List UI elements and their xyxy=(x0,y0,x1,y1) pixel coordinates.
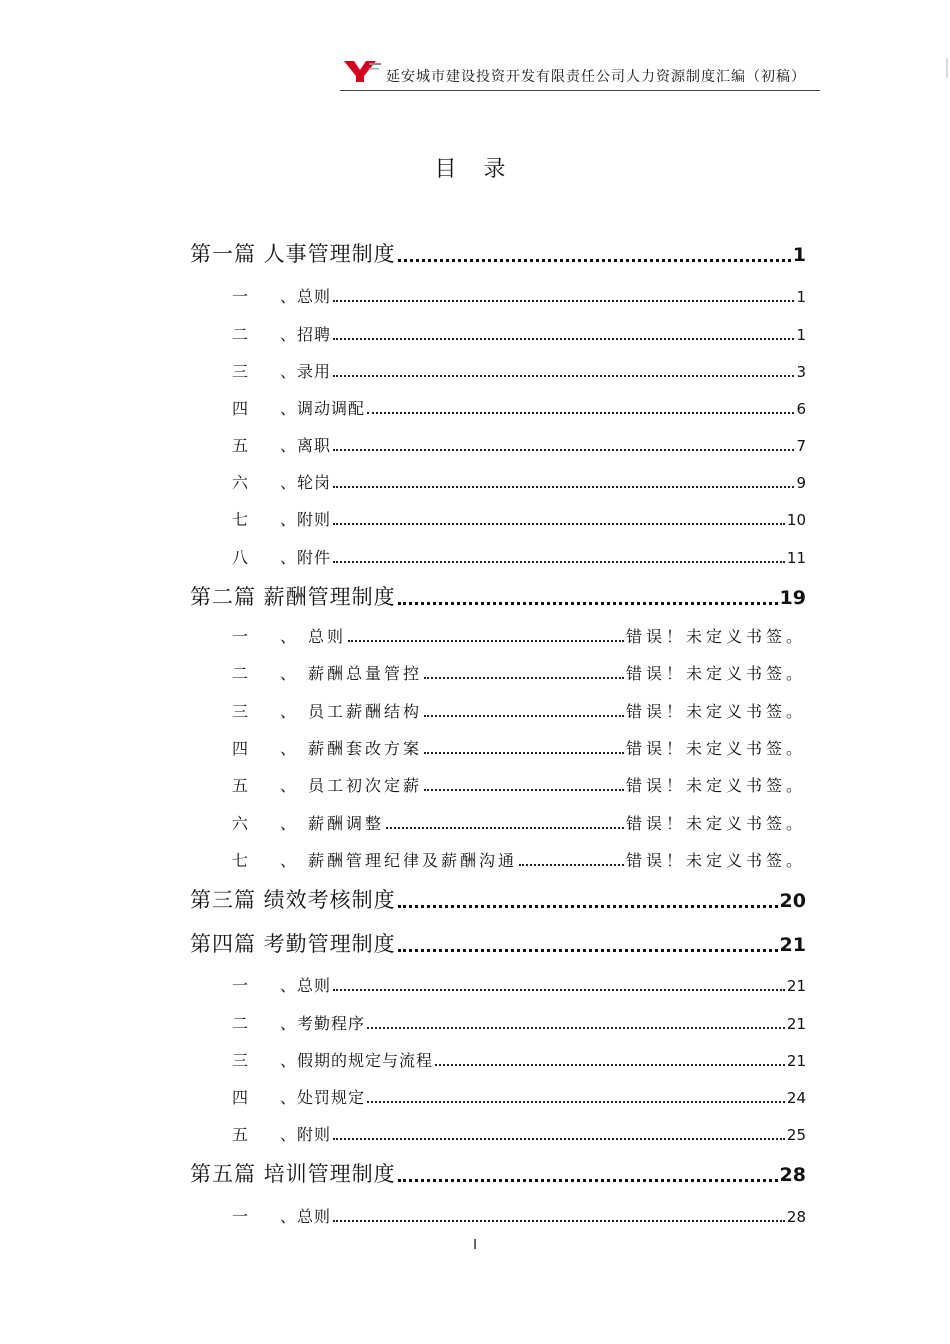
company-logo-icon xyxy=(342,58,382,84)
toc-section-entry[interactable] xyxy=(232,322,806,345)
header-title: 延安城市建设投资开发有限责任公司人力资源制度汇编（初稿） xyxy=(386,69,806,85)
page-header xyxy=(340,56,820,91)
toc-page-number: 25 xyxy=(786,1126,806,1144)
toc-section-number: 三 xyxy=(232,362,249,381)
toc-section-title: 、附件 xyxy=(280,548,332,567)
toc-section-separator: 、 xyxy=(280,851,297,870)
toc-section-separator: 、 xyxy=(280,814,297,833)
dot-leader xyxy=(367,412,794,414)
toc-title: 目 录 xyxy=(434,157,516,182)
page-number: I xyxy=(473,1238,477,1253)
toc-page-number: 7 xyxy=(796,437,806,455)
toc-part-entry[interactable] xyxy=(190,581,806,611)
toc-section-title: 员工初次定薪 xyxy=(308,776,423,795)
dot-leader xyxy=(333,1138,785,1140)
toc-section-number: 七 xyxy=(232,851,249,870)
toc-section-title: 、调动调配 xyxy=(280,399,366,418)
toc-page-number: 错误！未定义书签。 xyxy=(625,627,806,646)
toc-page-number: 错误！未定义书签。 xyxy=(625,776,806,795)
toc-section-separator: 、 xyxy=(280,664,297,683)
toc-page-number: 10 xyxy=(786,511,806,529)
toc-section-number: 一 xyxy=(232,976,249,995)
toc-section-title: 、假期的规定与流程 xyxy=(280,1051,434,1070)
toc-section-number: 四 xyxy=(232,739,249,758)
dot-leader xyxy=(367,1027,785,1029)
toc-section-entry[interactable] xyxy=(232,359,806,382)
toc-section-separator: 、 xyxy=(280,776,297,795)
toc-part-entry[interactable] xyxy=(190,884,806,914)
toc-page-number: 21 xyxy=(786,1052,806,1070)
toc-section-entry[interactable] xyxy=(232,470,806,493)
toc-section-entry[interactable] xyxy=(232,973,806,996)
toc-part-entry[interactable] xyxy=(190,1158,806,1188)
toc-section-entry[interactable] xyxy=(232,1011,806,1034)
toc-section-separator: 、 xyxy=(280,702,297,721)
toc-section-title: 薪酬总量管控 xyxy=(308,664,423,683)
toc-section-title: 、总则 xyxy=(280,287,332,306)
toc-page-number: 错误！未定义书签。 xyxy=(625,664,806,683)
dot-leader xyxy=(398,905,778,908)
dot-leader xyxy=(424,789,624,791)
toc-section-entry[interactable] xyxy=(232,284,806,307)
toc-section-number: 三 xyxy=(232,702,249,721)
dot-leader xyxy=(424,715,624,717)
toc-section-title: 薪酬套改方案 xyxy=(308,739,423,758)
dot-leader xyxy=(398,949,778,952)
toc-page-number: 6 xyxy=(796,400,806,418)
toc-section-entry[interactable] xyxy=(232,545,806,568)
toc-section-number: 三 xyxy=(232,1051,249,1070)
toc-section-entry[interactable] xyxy=(232,773,806,796)
toc-page-number: 错误！未定义书签。 xyxy=(625,851,806,870)
toc-section-number: 四 xyxy=(232,399,249,418)
toc-section-separator: 、 xyxy=(280,739,297,758)
toc-section-number: 八 xyxy=(232,548,249,567)
toc-section-title: 员工薪酬结构 xyxy=(308,702,423,721)
dot-leader xyxy=(333,1220,785,1222)
toc-page-number: 1 xyxy=(796,288,806,306)
toc-part-title: 第三篇 绩效考核制度 xyxy=(190,888,396,912)
dot-leader xyxy=(519,864,624,866)
toc-page-number: 错误！未定义书签。 xyxy=(625,702,806,721)
toc-section-entry[interactable] xyxy=(232,507,806,530)
toc-section-number: 二 xyxy=(232,325,249,344)
toc-page-number: 9 xyxy=(796,474,806,492)
toc-section-title: 、离职 xyxy=(280,436,332,455)
toc-page-number: 1 xyxy=(796,326,806,344)
dot-leader xyxy=(333,523,785,525)
toc-section-title: 薪酬管理纪律及薪酬沟通 xyxy=(308,851,518,870)
toc-page-number: 错误！未定义书签。 xyxy=(625,739,806,758)
toc-section-title: 、录用 xyxy=(280,362,332,381)
dot-leader xyxy=(398,602,778,605)
toc-section-title: 薪酬调整 xyxy=(308,814,385,833)
toc-section-title: 、总则 xyxy=(280,976,332,995)
toc-page-number: 24 xyxy=(786,1089,806,1107)
dot-leader xyxy=(333,486,794,488)
dot-leader xyxy=(348,640,624,642)
dot-leader xyxy=(333,375,794,377)
toc-section-entry[interactable] xyxy=(232,396,806,419)
toc-section-separator: 、 xyxy=(280,627,297,646)
toc-section-entry[interactable] xyxy=(232,1204,806,1227)
toc-section-title: 、处罚规定 xyxy=(280,1088,366,1107)
dot-leader xyxy=(333,300,794,302)
toc-section-title: 、招聘 xyxy=(280,325,332,344)
toc-section-number: 五 xyxy=(232,436,249,455)
toc-page-number: 28 xyxy=(786,1208,806,1226)
dot-leader xyxy=(424,752,624,754)
toc-part-entry[interactable] xyxy=(190,928,806,958)
toc-section-number: 一 xyxy=(232,1207,249,1226)
toc-section-title: 总则 xyxy=(308,627,347,646)
toc-section-entry[interactable] xyxy=(232,1048,806,1071)
dot-leader xyxy=(333,989,785,991)
toc-section-entry[interactable] xyxy=(232,736,806,759)
toc-section-number: 六 xyxy=(232,814,249,833)
toc-page-number: 21 xyxy=(786,1015,806,1033)
toc-part-title: 第一篇 人事管理制度 xyxy=(190,242,396,266)
toc-section-title: 、附则 xyxy=(280,1125,332,1144)
toc-page-number: 11 xyxy=(786,549,806,567)
toc-page-number: 3 xyxy=(796,363,806,381)
toc-page-number: 21 xyxy=(786,977,806,995)
dot-leader xyxy=(398,259,791,262)
toc-part-title: 第五篇 培训管理制度 xyxy=(190,1162,396,1186)
toc-section-title: 、附则 xyxy=(280,510,332,529)
toc-section-number: 一 xyxy=(232,627,249,646)
toc-section-number: 二 xyxy=(232,1014,249,1033)
toc-part-title: 第四篇 考勤管理制度 xyxy=(190,932,396,956)
dot-leader xyxy=(367,1101,785,1103)
dot-leader xyxy=(435,1064,785,1066)
toc-section-number: 二 xyxy=(232,664,249,683)
dot-leader xyxy=(333,338,794,340)
toc-section-entry[interactable] xyxy=(232,1122,806,1145)
toc-page-number: 21 xyxy=(779,934,806,956)
toc-section-entry[interactable] xyxy=(232,811,806,834)
toc-section-title: 、考勤程序 xyxy=(280,1014,366,1033)
toc-page-number: 20 xyxy=(779,890,806,912)
toc-page-number: 1 xyxy=(792,244,806,266)
toc-section-entry[interactable] xyxy=(232,848,806,871)
toc-page-number: 错误！未定义书签。 xyxy=(625,814,806,833)
page-edge-mark xyxy=(946,58,948,78)
toc-section-entry[interactable] xyxy=(232,661,806,684)
toc-section-entry[interactable] xyxy=(232,699,806,722)
dot-leader xyxy=(333,449,794,451)
toc-section-entry[interactable] xyxy=(232,433,806,456)
toc-section-number: 七 xyxy=(232,510,249,529)
toc-section-entry[interactable] xyxy=(232,624,806,647)
toc-part-entry[interactable] xyxy=(190,238,806,268)
toc-section-number: 四 xyxy=(232,1088,249,1107)
toc-section-number: 一 xyxy=(232,287,249,306)
toc-part-title: 第二篇 薪酬管理制度 xyxy=(190,585,396,609)
toc-section-number: 五 xyxy=(232,1125,249,1144)
toc-section-number: 六 xyxy=(232,473,249,492)
toc-section-number: 五 xyxy=(232,776,249,795)
dot-leader xyxy=(424,677,624,679)
toc-section-entry[interactable] xyxy=(232,1085,806,1108)
dot-leader xyxy=(333,561,785,563)
toc-page-number: 19 xyxy=(779,587,806,609)
toc-page-number: 28 xyxy=(779,1164,806,1186)
dot-leader xyxy=(386,827,624,829)
toc-section-title: 、轮岗 xyxy=(280,473,332,492)
dot-leader xyxy=(398,1179,778,1182)
toc-section-title: 、总则 xyxy=(280,1207,332,1226)
